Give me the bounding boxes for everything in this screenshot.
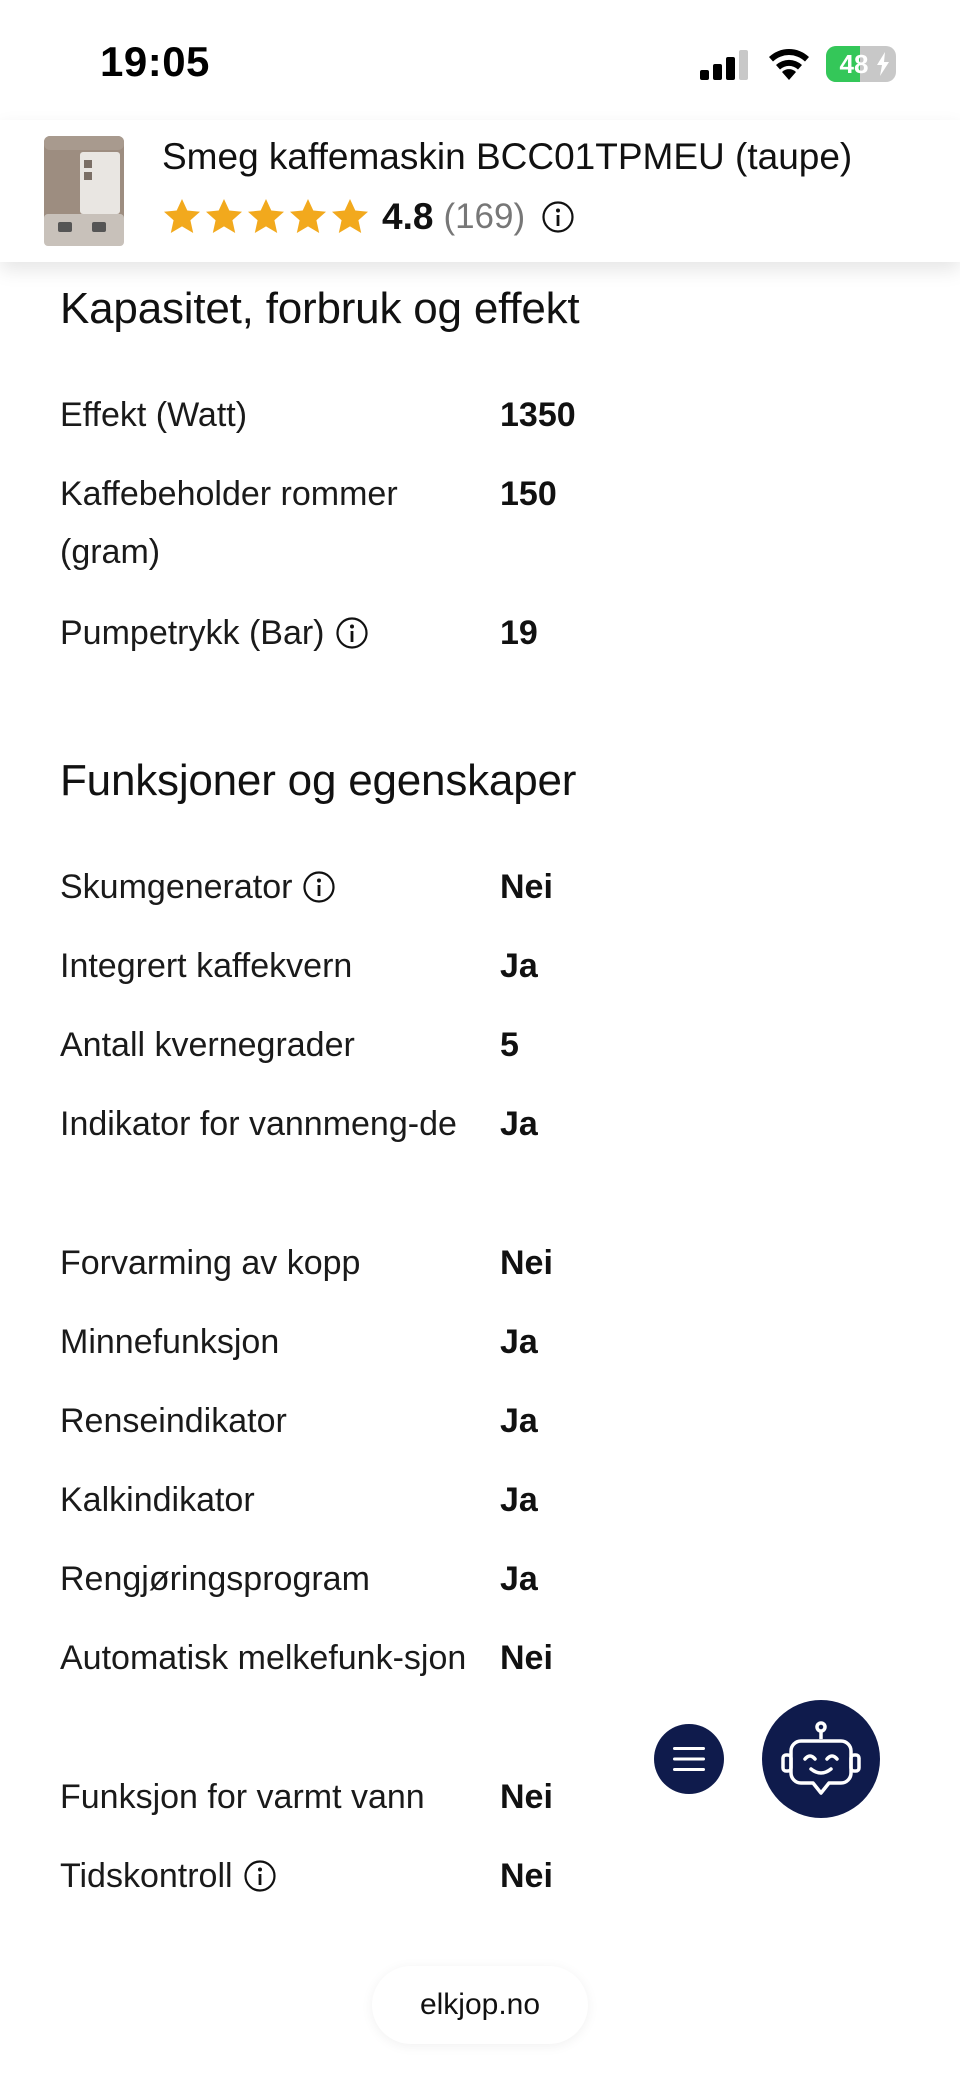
wifi-icon: [768, 46, 810, 80]
spec-value: Ja: [500, 1323, 538, 1361]
spec-label: [60, 1629, 470, 1687]
spec-value: Ja: [500, 947, 538, 985]
rating-stars: [162, 197, 370, 237]
spec-label: [60, 465, 470, 581]
product-header[interactable]: [0, 120, 960, 262]
spec-label-text: Integrert kaffekvern: [60, 947, 353, 985]
spec-label: [60, 1392, 470, 1450]
status-bar: [0, 0, 960, 120]
product-rating[interactable]: [162, 192, 575, 242]
spec-value: Nei: [500, 868, 553, 906]
info-icon[interactable]: [302, 870, 336, 904]
spec-label-text: Minnefunksjon: [60, 1323, 280, 1361]
spec-label-text: Skumgenerator: [60, 868, 293, 906]
spec-value: Nei: [500, 1244, 553, 1282]
spec-label: [60, 1016, 470, 1074]
url-bar[interactable]: [372, 1966, 588, 2044]
assistant-chat-button[interactable]: [762, 1700, 880, 1818]
spec-label: [60, 1768, 470, 1826]
spec-label-text: Indikator for vannmeng-de: [60, 1105, 457, 1143]
robot-icon: [779, 1717, 863, 1801]
star-icon: [288, 197, 328, 237]
spec-label: [60, 1550, 470, 1608]
menu-button[interactable]: [654, 1724, 724, 1794]
spec-label: [60, 937, 470, 995]
spec-label: [60, 386, 470, 444]
spec-value: 1350: [500, 396, 576, 434]
section-title: Kapasitet, forbruk og effekt: [60, 284, 580, 333]
battery-level: 48: [839, 49, 869, 79]
spec-value: Nei: [500, 1778, 553, 1816]
spec-label-text: Kaffebeholder rommer (gram): [60, 475, 398, 571]
spec-value: 19: [500, 614, 538, 652]
status-time: 19:05: [100, 38, 210, 85]
spec-value: 5: [500, 1026, 519, 1064]
spec-label: [60, 1313, 470, 1371]
battery-indicator: [826, 46, 896, 82]
spec-value: Nei: [500, 1639, 553, 1677]
info-icon[interactable]: [541, 200, 575, 234]
rating-value: 4.8: [382, 196, 434, 237]
spec-label-text: Kalkindikator: [60, 1481, 255, 1519]
spec-value: Ja: [500, 1481, 538, 1519]
spec-label-text: Effekt (Watt): [60, 396, 248, 434]
spec-label: [60, 1234, 470, 1292]
cellular-signal-icon: [700, 50, 752, 80]
section-title: Funksjoner og egenskaper: [60, 756, 577, 805]
info-icon[interactable]: [335, 616, 369, 650]
spec-label: [60, 858, 470, 916]
star-icon: [204, 197, 244, 237]
spec-label-text: Automatisk melkefunk-sjon: [60, 1639, 467, 1677]
spec-label-text: Forvarming av kopp: [60, 1244, 361, 1282]
spec-value: Ja: [500, 1105, 538, 1143]
spec-label: [60, 1095, 470, 1153]
info-icon[interactable]: [243, 1859, 277, 1893]
spec-label: [60, 1471, 470, 1529]
star-icon: [246, 197, 286, 237]
spec-label-text: Antall kvernegrader: [60, 1026, 355, 1064]
spec-label-text: Funksjon for varmt vann: [60, 1778, 425, 1816]
spec-value: 150: [500, 475, 557, 513]
spec-label-text: Renseindikator: [60, 1402, 287, 1440]
review-count[interactable]: (169): [443, 197, 526, 236]
hamburger-menu-icon: [671, 1744, 707, 1774]
star-icon: [330, 197, 370, 237]
product-title: Smeg kaffemaskin BCC01TPMEU (taupe): [162, 136, 853, 177]
spec-value: Ja: [500, 1560, 538, 1598]
spec-label-text: Tidskontroll: [60, 1857, 233, 1895]
spec-label-text: Rengjøringsprogram: [60, 1560, 370, 1598]
spec-label: [60, 1847, 470, 1905]
star-icon: [162, 197, 202, 237]
spec-label: [60, 604, 470, 662]
url-domain: elkjop.no: [419, 1988, 541, 2021]
product-thumbnail[interactable]: [36, 130, 132, 250]
charging-bolt-icon: [876, 52, 890, 76]
spec-value: Ja: [500, 1402, 538, 1440]
spec-label-text: Pumpetrykk (Bar): [60, 614, 325, 652]
spec-value: Nei: [500, 1857, 553, 1895]
